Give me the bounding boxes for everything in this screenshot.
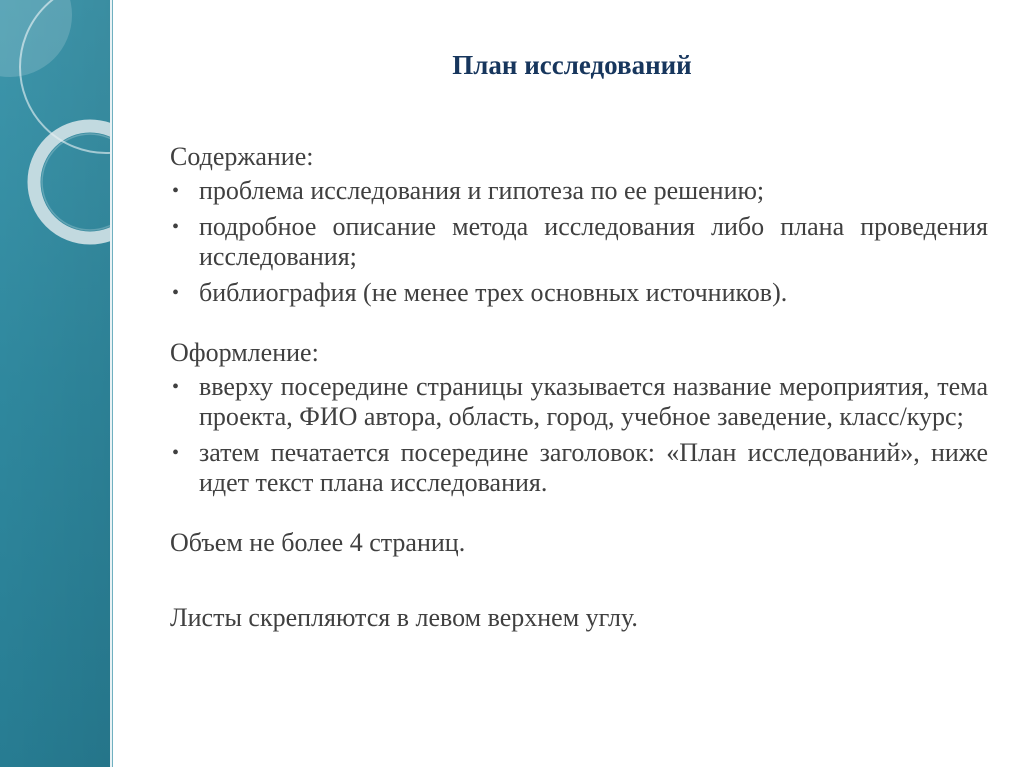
list-item-text: проблема исследования и гипотеза по ее решению;	[199, 176, 765, 205]
list-item-text: вверху посередине страницы указывается название мероприятия, тема проекта, ФИО автора, область, город, учебное заведение, класс/курс;	[199, 372, 988, 431]
content-heading: Содержание:	[170, 142, 314, 171]
list-item-text: подробное описание метода исследования либо плана проведения исследования;	[199, 212, 988, 271]
format-list	[170, 372, 988, 498]
list-item	[170, 212, 988, 272]
decorative-circle-thick	[34, 126, 110, 238]
bullet-icon: •	[172, 282, 180, 304]
bullet-icon: •	[172, 442, 180, 464]
slide-body	[170, 142, 988, 633]
bullet-icon: •	[172, 216, 180, 238]
page-title: План исследований	[452, 50, 692, 80]
bullet-icon: •	[172, 376, 180, 398]
list-item-text: затем печатается посередине заголовок: «План исследований», ниже идет текст плана исследования.	[199, 438, 988, 497]
decorative-circles	[0, 0, 110, 767]
band-divider	[112, 0, 113, 767]
format-heading: Оформление:	[170, 338, 319, 367]
list-item	[170, 372, 988, 432]
list-item	[170, 278, 988, 308]
binding-note: Листы скрепляются в левом верхнем углу.	[170, 603, 638, 632]
decorative-circle-filled	[0, 0, 72, 77]
volume-note: Объем не более 4 страниц.	[170, 528, 466, 557]
decorative-band	[0, 0, 110, 767]
list-item	[170, 176, 988, 206]
content-list	[170, 176, 988, 308]
bullet-icon: •	[172, 180, 180, 202]
list-item-text: библиография (не менее трех основных источников).	[199, 278, 788, 307]
list-item	[170, 438, 988, 498]
